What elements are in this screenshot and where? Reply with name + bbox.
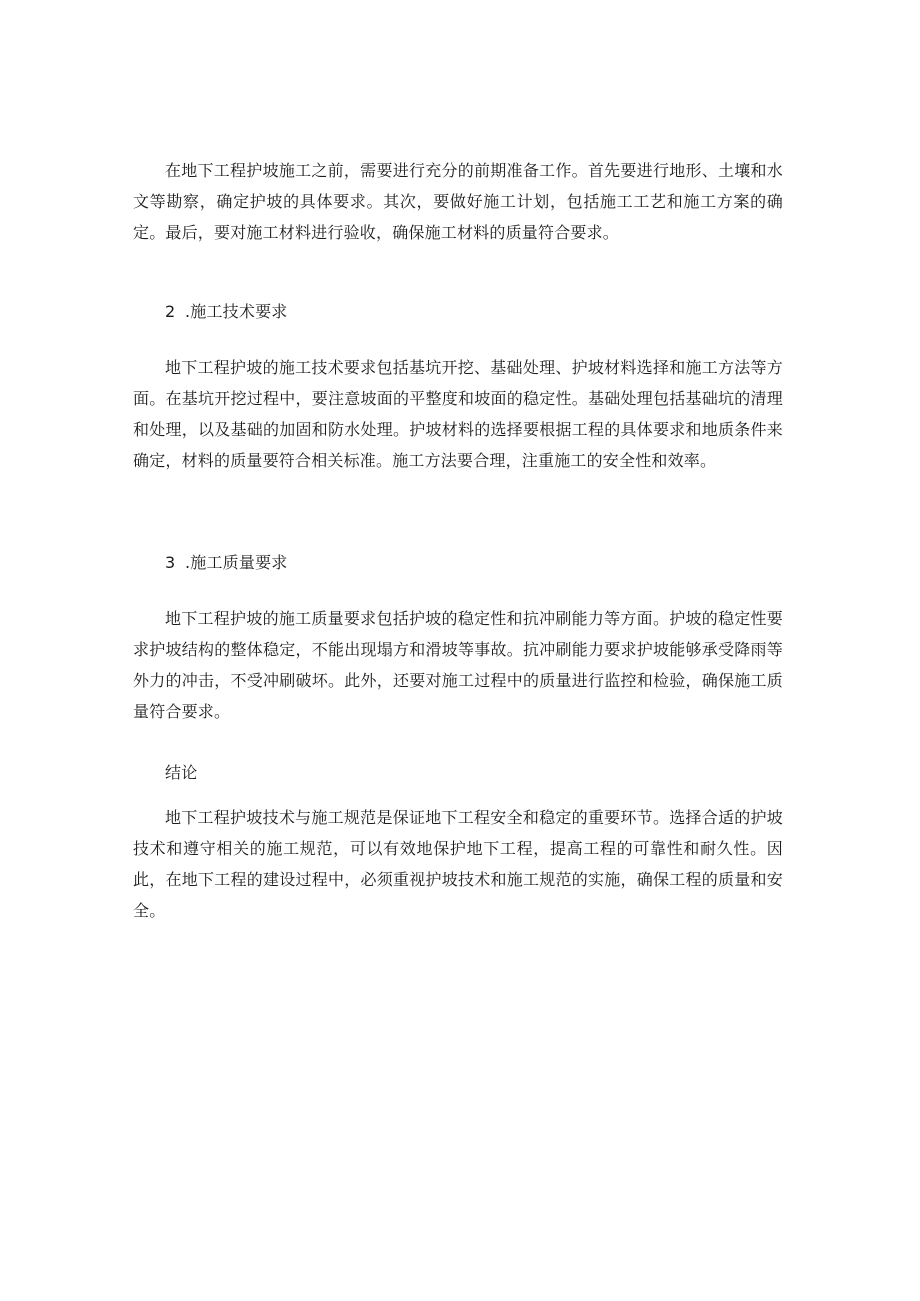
paragraph-construction-quality: 地下工程护坡的施工质量要求包括护坡的稳定性和抗冲刷能力等方面。护坡的稳定性要求护坡结构的整体稳定，不能出现塌方和滑坡等事故。抗冲刷能力要求护坡能够承受降雨等外力的冲击，不受冲刷破坏。此外，还要对施工过程中的质量进行监控和检验，确保施工质量符合要求。 [133, 609, 783, 721]
section-heading-construction-quality [133, 547, 815, 578]
paragraph-preparation: 在地下工程护坡施工之前，需要进行充分的前期准备工作。首先要进行地形、土壤和水文等勘察，确定护坡的具体要求。其次，要做好施工计划，包括施工工艺和施工方案的确定。最后，要对施工材料进行验收，确保施工材料的质量符合要求。 [133, 161, 783, 242]
paragraph-conclusion: 地下工程护坡技术与施工规范是保证地下工程安全和稳定的重要环节。选择合适的护坡技术和遵守相关的施工规范，可以有效地保护地下工程，提高工程的可靠性和耐久性。因此，在地下工程的建设过程中，必须重视护坡技术和施工规范的实施，确保工程的质量和安全。 [133, 808, 783, 920]
section-title: .施工质量要求 [185, 553, 288, 572]
section-number: 3 [165, 553, 176, 572]
section-title: .施工技术要求 [185, 302, 288, 321]
paragraph-construction-technique: 地下工程护坡的施工技术要求包括基坑开挖、基础处理、护坡材料选择和施工方法等方面。在基坑开挖过程中，要注意坡面的平整度和坡面的稳定性。基础处理包括基础坑的清理和处理，以及基础的加固和防水处理。护坡材料的选择要根据工程的具体要求和地质条件来确定，材料的质量要符合相关标准。施工方法要合理，注重施工的安全性和效率。 [133, 358, 783, 470]
section-title: 结论 [165, 763, 198, 782]
section-number: 2 [165, 302, 176, 321]
section-heading-construction-technique [133, 296, 815, 327]
section-heading-conclusion [133, 757, 815, 788]
